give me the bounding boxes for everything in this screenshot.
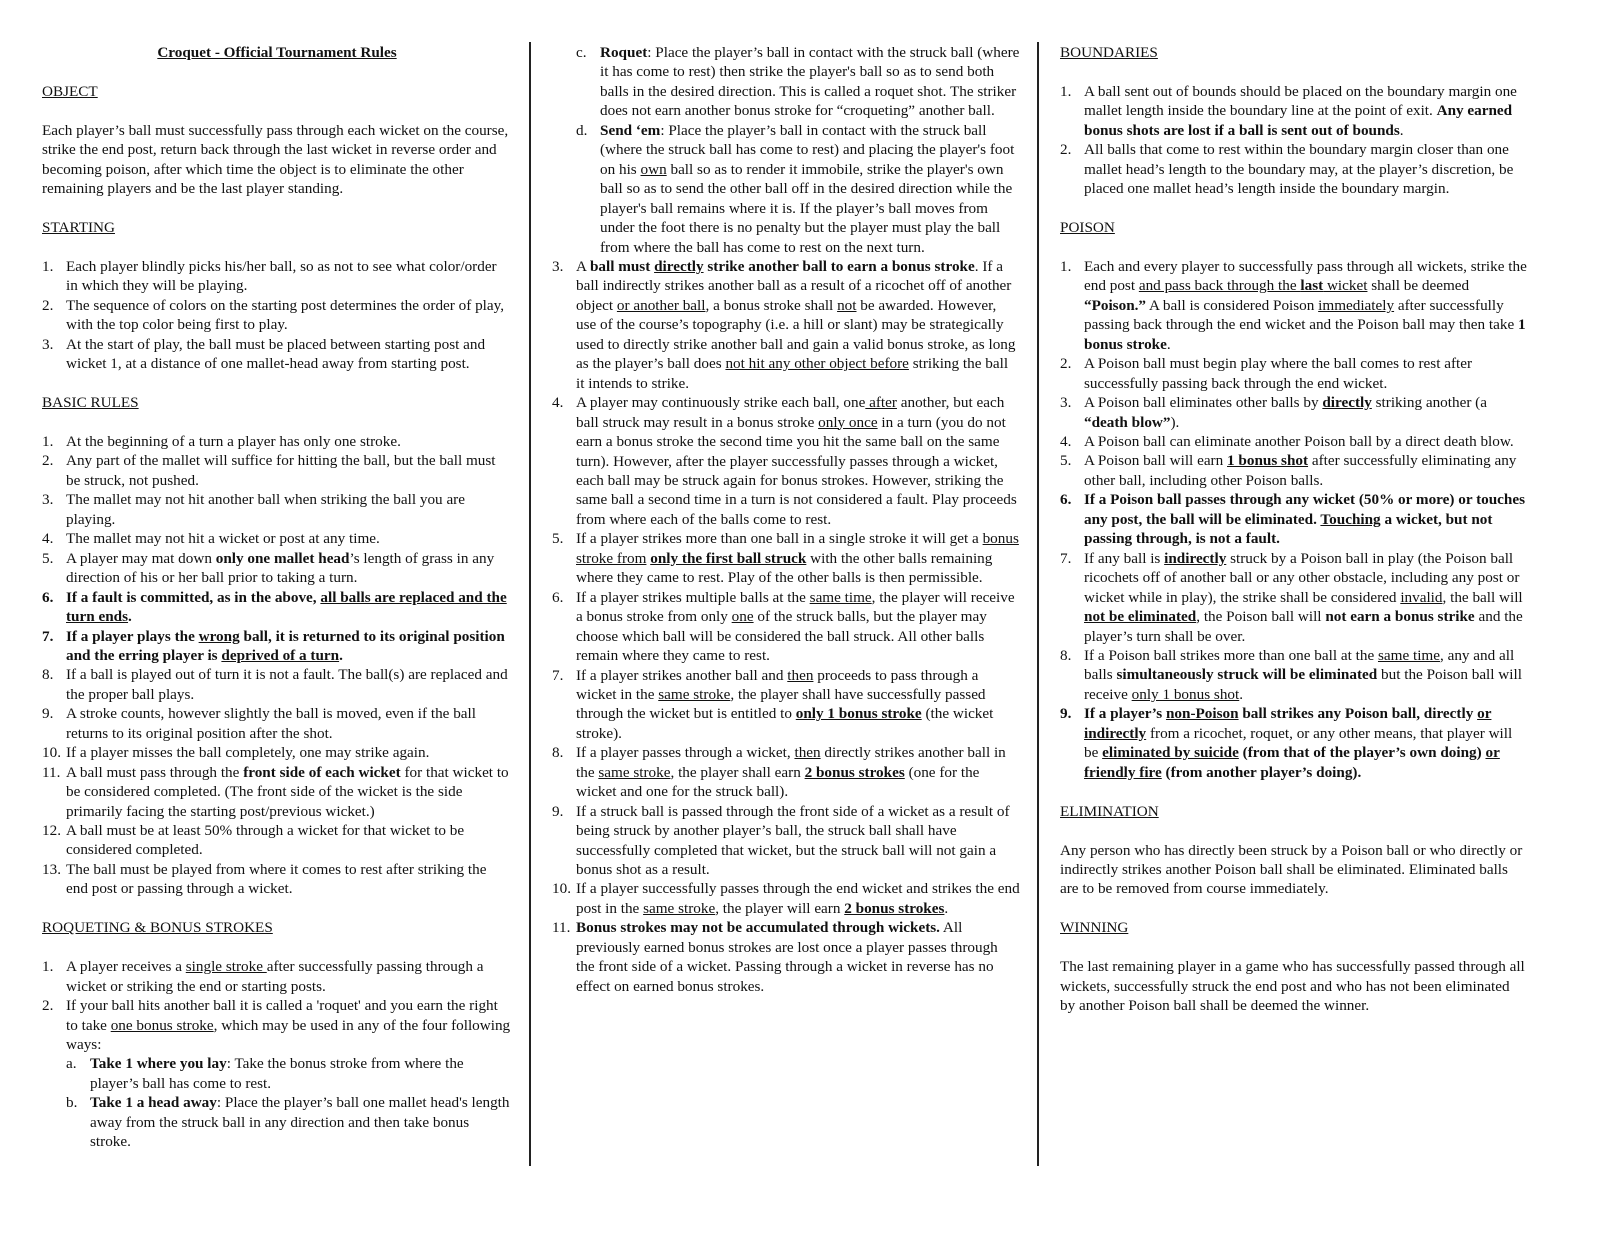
list-item-text <box>66 860 512 899</box>
section-heading-elimination: ELIMINATION <box>1060 802 1159 820</box>
text-run: after successfully passing through a wicket or striking the end or starting posts. <box>66 958 484 995</box>
text-run: wicket <box>1323 277 1368 295</box>
text-run: A ball sent out of bounds should be placed on the boundary margin one mallet length inside the boundary line at the point of exit. <box>1084 82 1517 120</box>
text-run: All balls that come to rest within the boundary margin closer than one mallet head’s length to the boundary may, at the player’s discretion, be placed one mallet head’s length inside the boundary margin. <box>1084 141 1514 198</box>
text-run: not hit any other object before <box>725 355 909 373</box>
list-item-number: d. <box>576 121 588 139</box>
list-item-number: 4. <box>552 394 564 412</box>
list-item <box>576 121 1020 257</box>
text-run: single stroke <box>185 958 267 976</box>
list-item <box>1060 354 1527 393</box>
text-run: All previously earned bonus strokes are lost once a player passes through the front side of a wicket. Passing through a wicket in reverse has no effect on earned bonus strokes. <box>576 919 998 995</box>
section-heading-boundaries: BOUNDARIES <box>1060 44 1158 61</box>
text-run: : Place the player’s ball one mallet head's length away from the struck ball in any direction and then take bonus stroke. <box>90 1094 510 1151</box>
text-run: , which may be used in any of the four following ways: <box>66 1016 511 1053</box>
list-item <box>42 704 512 743</box>
list-item <box>42 432 512 451</box>
text-run: bonus stroke from <box>576 530 1019 567</box>
text-run: directly strikes another ball in the <box>576 744 1006 781</box>
text-run: Each player’s ball must successfully pass through each wicket on the course, strike the end post, return back through the last wicket in reverse order and becoming poison, after which time the object is to eliminate the other remaining players and be the last player standing. <box>42 121 509 198</box>
list-item <box>1060 82 1527 140</box>
text-run: Send ‘em <box>600 121 661 139</box>
list-item <box>42 743 512 762</box>
section-heading-starting: STARTING <box>42 219 115 237</box>
text-run: (from that of the player’s own doing) <box>1238 744 1486 762</box>
list-item <box>42 451 512 490</box>
list-item-number: 11. <box>552 919 571 937</box>
list-item-text <box>576 802 1020 880</box>
list-item-number: 2. <box>42 296 54 314</box>
list-item <box>42 549 512 588</box>
text-run: Any person who has directly been struck by a Poison ball or who directly or indirectly strikes another Poison ball shall be eliminated. Eliminated balls are to be removed from course immediately. <box>1060 841 1523 898</box>
text-run: eliminated by suicide <box>1102 744 1239 762</box>
text-run: invalid <box>1400 588 1443 606</box>
list-item-number: 5. <box>1060 452 1072 470</box>
text-run: a wicket, but not passing through, is not a fault. <box>1084 510 1493 548</box>
text-run: If a ball is played out of turn it is not a fault. The ball(s) are replaced and the proper ball plays. <box>66 666 508 703</box>
text-run: : Place the player’s ball in contact with the struck ball (where the struck ball has come to rest) and placing the player's foot on his <box>600 121 1015 178</box>
list-item-number: 1. <box>1060 82 1072 100</box>
list-item <box>552 588 1020 666</box>
text-run: (the wicket stroke). <box>576 705 994 742</box>
text-run: The ball must be played from where it comes to rest after striking the end post or passing through a wicket. <box>66 860 487 898</box>
text-run: “death blow” <box>1084 413 1171 431</box>
list-item-text <box>66 665 512 704</box>
column-right <box>1060 43 1527 1035</box>
list-item <box>1060 646 1527 704</box>
list-item <box>1060 549 1527 646</box>
list-item-number: 3. <box>42 491 54 509</box>
text-run: A Poison ball can eliminate another Poison ball by a direct death blow. <box>1084 433 1514 451</box>
list-item <box>42 821 512 860</box>
text-run: If a fault is committed, as in the above, <box>66 588 321 606</box>
text-run: If a player passes through a wicket, <box>576 744 795 762</box>
rule-list-roqueting-bonus-strokes <box>42 957 512 1152</box>
list-item <box>1060 451 1527 490</box>
rule-list-poison <box>1060 257 1527 782</box>
section-heading-poison: POISON <box>1060 219 1115 237</box>
column-left <box>42 43 512 1171</box>
text-run: and the player’s turn shall be over. <box>1084 608 1523 645</box>
text-run: A player receives a <box>66 958 186 976</box>
text-run: 2 bonus strokes <box>844 899 945 917</box>
text-run: At the beginning of a turn a player has only one stroke. <box>66 432 401 450</box>
rule-list-roqueting-bonus-strokes-continued <box>552 43 1020 996</box>
list-item-text <box>66 549 512 588</box>
list-item <box>552 918 1020 996</box>
list-item-text <box>66 451 512 490</box>
text-run: then <box>794 744 821 762</box>
section-heading-basic-rules: BASIC RULES <box>42 394 139 412</box>
text-run: only one mallet head <box>215 549 350 567</box>
list-item <box>42 627 512 666</box>
text-run: (from another player’s doing). <box>1161 763 1362 781</box>
list-item <box>1060 490 1527 548</box>
list-item-text <box>66 432 512 451</box>
list-item-number: 3. <box>1060 394 1072 412</box>
list-item-number: 6. <box>42 588 54 606</box>
text-run: A player may mat down <box>66 549 216 567</box>
list-item <box>42 665 512 704</box>
text-run: , the player will earn <box>715 899 845 917</box>
text-run: with the other balls remaining where they came to rest. Play of the other balls is then permissible. <box>576 549 993 587</box>
section-heading-roqueting-bonus-strokes: ROQUETING & BONUS STROKES <box>42 919 273 937</box>
text-run: Any part of the mallet will suffice for hitting the ball, but the ball must be struck, not pushed. <box>66 452 496 489</box>
text-run: then <box>787 666 814 684</box>
text-run: If a struck ball is passed through the front side of a wicket as a result of being struck by another player’s ball, the struck ball shall have successfully completed that wicket, but the struck ball will not gain a bonus shot as a result. <box>576 802 1010 879</box>
text-run: directly <box>1322 394 1372 412</box>
list-item-number: 2. <box>1060 355 1072 373</box>
text-run: directly <box>654 257 704 275</box>
text-run: ball must <box>589 257 655 275</box>
list-item <box>42 490 512 529</box>
list-item-text <box>576 879 1020 918</box>
text-run: A <box>576 257 590 275</box>
list-item-text <box>66 529 512 548</box>
text-run: ball, it is returned to its original position and the erring player is <box>66 627 505 664</box>
list-item <box>1060 393 1527 432</box>
text-run: If your ball hits another ball it is called a 'roquet' and you earn the right to take <box>66 997 498 1034</box>
text-run: 1 bonus shot <box>1227 452 1309 470</box>
list-item-number: 4. <box>1060 433 1072 451</box>
list-item-number: 9. <box>42 705 54 723</box>
text-run: shall be deemed <box>1367 277 1470 295</box>
list-item <box>42 588 512 627</box>
text-run: A ball must pass through the <box>66 763 244 781</box>
text-run: after successfully eliminating any other ball, including other Poison balls. <box>1084 452 1517 489</box>
list-item <box>1060 432 1527 451</box>
document-title <box>42 43 512 62</box>
list-item-number: 1. <box>1060 257 1072 275</box>
text-run: If a player plays the <box>66 627 199 645</box>
text-run: . <box>339 646 343 664</box>
list-item-number: 7. <box>552 666 564 684</box>
list-item-number: 13. <box>42 860 61 878</box>
text-run: be awarded. However, use of the course’s topography (i.e. a hill or slant) may be strategically used to directly strike another ball and gain a valid bonus stroke, as long as the player’s ball does <box>576 296 1016 373</box>
text-run: last <box>1300 277 1324 295</box>
text-run: same time <box>1377 647 1440 664</box>
text-run: , any and all balls <box>1084 647 1515 684</box>
list-item-number: 10. <box>552 880 571 898</box>
text-run: or another ball <box>616 296 706 314</box>
rule-list-basic-rules <box>42 432 512 899</box>
column-divider <box>1037 42 1039 1166</box>
text-run: . <box>944 899 949 917</box>
text-run: for that wicket to be considered completed. (The front side of the wicket is the side primarily facing the starting post/previous wicket.) <box>66 763 509 820</box>
list-item <box>42 335 512 374</box>
list-item <box>1060 257 1527 354</box>
text-run: The sequence of colors on the starting post determines the order of play, with the top color being first to play. <box>66 296 505 334</box>
text-run: , the player shall have successfully passed through the wicket but is entitled to <box>576 685 986 723</box>
text-run: one <box>731 608 754 626</box>
text-run: ball so as to render it immobile, strike the player's own ball so as to send the other ball off in the desired direction while the player's ball remains where it is. If the player’s ball moves from under the foot there is no penalty but the player must play the ball from where the ball has come to rest on the next turn. <box>600 160 1013 256</box>
text-run: : Take the bonus stroke from where the player’s ball has come to rest. <box>90 1055 464 1092</box>
text-run: , the player will receive a bonus stroke from only <box>576 588 1015 626</box>
text-run: after successfully passing back through the end wicket and the Poison ball may then take <box>1084 296 1519 334</box>
list-item-text <box>600 121 1020 257</box>
list-item-number: c. <box>576 44 587 61</box>
text-run: ’s length of grass in any direction of his or her ball prior to taking a turn. <box>66 549 495 587</box>
list-item-text <box>66 704 512 743</box>
list-item-text <box>1084 549 1527 646</box>
text-run: not <box>837 296 857 314</box>
paragraph-winning <box>1060 957 1527 1015</box>
list-item-text <box>90 1093 512 1151</box>
list-item <box>552 257 1020 393</box>
list-item-number: 6. <box>552 588 564 606</box>
list-item-number: 8. <box>1060 647 1072 664</box>
list-item-text <box>66 957 512 996</box>
text-run: If a player misses the ball completely, one may strike again. <box>66 744 430 762</box>
text-run: . <box>128 608 132 626</box>
text-run: The mallet may not hit another ball when striking the ball you are playing. <box>66 491 465 528</box>
text-run: A Poison ball will earn <box>1084 452 1228 470</box>
list-item-number: 7. <box>42 627 54 645</box>
text-run: same time <box>809 588 872 606</box>
list-item-number: a. <box>66 1055 77 1073</box>
list-item-text <box>600 43 1020 121</box>
text-run: Each and every player to successfully pass through all wickets, strike the end post <box>1084 257 1527 295</box>
list-item <box>552 666 1020 744</box>
list-item-number: 9. <box>1060 705 1072 723</box>
list-item <box>552 529 1020 587</box>
list-item-text <box>576 257 1020 393</box>
list-item-text <box>1084 704 1527 782</box>
list-item-text <box>576 743 1020 801</box>
list-item-text <box>66 996 512 1054</box>
list-item-number: b. <box>66 1094 78 1112</box>
text-run: At the start of play, the ball must be placed between starting post and wicket 1, at a distance of one mallet-head away from starting post. <box>66 335 486 373</box>
list-item <box>66 1093 512 1151</box>
list-item <box>42 763 512 821</box>
text-run: ball strikes any Poison ball, directly <box>1238 705 1478 723</box>
text-run: strike another ball to earn a bonus stroke <box>703 257 975 275</box>
text-run: If a player strikes another ball and <box>576 666 788 684</box>
list-item <box>42 529 512 548</box>
text-run: A player may continuously strike each ball, one <box>576 394 866 412</box>
text-run: A ball is considered Poison <box>1146 296 1319 314</box>
text-run: (one for the wicket and one for the struck ball). <box>576 763 980 801</box>
list-item-text <box>1084 490 1527 548</box>
list-item-text <box>576 393 1020 529</box>
text-run: non-Poison <box>1165 705 1239 723</box>
paragraph-object <box>42 121 512 199</box>
list-item-text <box>1084 451 1527 490</box>
text-run: wrong <box>198 627 240 645</box>
text-run: If any ball is <box>1084 549 1165 567</box>
text-run: Any earned bonus shots are lost if a ball is sent out of bounds <box>1084 102 1513 139</box>
list-item-number: 4. <box>42 530 54 548</box>
text-run: If a player strikes multiple balls at the <box>576 588 810 606</box>
text-run: all balls are replaced and the turn ends <box>66 588 507 626</box>
text-run: Bonus strokes may not be accumulated through wickets. <box>576 919 940 937</box>
list-item-text <box>66 588 512 627</box>
list-item-text <box>66 296 512 335</box>
list-item-number: 1. <box>42 257 54 275</box>
list-item-number: 3. <box>42 335 54 353</box>
list-item-text <box>576 588 1020 666</box>
list-item-text <box>1084 82 1527 140</box>
text-run: only once <box>818 413 878 431</box>
text-run: Croquet - Official Tournament Rules <box>157 44 397 61</box>
text-run: not earn a bonus strike <box>1325 608 1475 626</box>
list-item-number: 12. <box>42 822 61 840</box>
list-item-number: 3. <box>552 257 564 275</box>
list-item-number: 10. <box>42 744 61 762</box>
column-divider <box>529 42 531 1166</box>
text-run: If a player’s <box>1084 705 1166 723</box>
list-item-text <box>66 743 512 762</box>
list-item-text <box>66 763 512 821</box>
list-item-number: 8. <box>42 666 54 684</box>
paragraph-elimination <box>1060 841 1527 899</box>
list-item-text <box>1084 646 1527 704</box>
text-run: A ball must be at least 50% through a wicket for that wicket to be considered completed. <box>66 822 465 859</box>
text-run: . <box>1239 685 1244 703</box>
list-item <box>42 257 512 296</box>
text-run: own <box>640 160 667 178</box>
text-run: front side of each wicket <box>243 763 401 781</box>
text-run: , a bonus stroke shall <box>705 296 838 314</box>
list-item-text <box>1084 140 1527 198</box>
text-run: If a player successfully passes through the end wicket and strikes the end post in the <box>576 880 1020 917</box>
text-run: , the Poison ball will <box>1196 608 1326 626</box>
section-heading-winning: WINNING <box>1060 919 1129 937</box>
list-item-text <box>66 335 512 374</box>
text-run: striking the ball it intends to strike. <box>576 355 1009 392</box>
list-item-number: 6. <box>1060 491 1072 509</box>
text-run: If a Poison ball strikes more than one ball at the <box>1084 647 1378 664</box>
list-item <box>42 296 512 335</box>
text-run: another, but each ball struck may result in a bonus stroke <box>576 394 1005 431</box>
list-item-text <box>1084 432 1527 451</box>
text-run: or indirectly <box>1084 705 1492 742</box>
list-item-text <box>576 666 1020 744</box>
text-run: of the struck balls, but the player may choose which ball will be considered the ball struck. All other balls remain where they came to rest. <box>576 608 987 665</box>
text-run: ). <box>1170 413 1180 431</box>
list-item-number: 7. <box>1060 549 1072 567</box>
rule-list-starting <box>42 257 512 374</box>
list-item-text <box>66 257 512 296</box>
list-item <box>1060 704 1527 782</box>
list-item-number: 5. <box>42 549 54 567</box>
list-item-text <box>1084 257 1527 354</box>
text-run: in a turn (you do not earn a bonus stroke the second time you hit the same ball on the same turn). However, after the player successfully passes through a wicket, each ball may be struck again for bonus strokes. However, striking the same ball a second time in a turn is not considered a fault. Play proceeds from where each of the balls come to rest. <box>576 413 1017 528</box>
list-item-text <box>576 529 1020 587</box>
text-run: . If a ball indirectly strikes another ball as a result of a ricochet off of another object <box>576 257 1012 314</box>
list-item <box>66 1054 512 1093</box>
text-run: deprived of a turn <box>221 646 340 664</box>
text-run: same stroke <box>598 763 671 781</box>
text-run: struck by a Poison ball in play (the Poison ball ricochets off of another ball or any other obstacle, including any post or wicket while in play), the strike shall be considered <box>1084 549 1520 606</box>
list-item <box>1060 140 1527 198</box>
text-run: but the Poison ball will receive <box>1084 666 1522 703</box>
text-run: only the first ball struck <box>650 549 807 567</box>
text-run: A stroke counts, however slightly the ball is moved, even if the ball returns to its original position after the shot. <box>66 705 476 742</box>
text-run: Roquet <box>600 44 648 61</box>
text-run: same stroke <box>643 899 716 917</box>
list-item-text <box>66 627 512 666</box>
text-run: immediately <box>1318 296 1395 314</box>
text-run: . <box>1399 121 1404 139</box>
rule-list-boundaries <box>1060 82 1527 199</box>
list-item-text <box>90 1054 512 1093</box>
list-item-text <box>1084 354 1527 393</box>
list-item-text <box>576 918 1020 996</box>
list-item <box>552 743 1020 801</box>
list-item <box>42 860 512 899</box>
list-item-number: 2. <box>42 997 54 1015</box>
text-run: . <box>1166 335 1171 353</box>
list-item-number: 1. <box>42 432 54 450</box>
text-run: not be eliminated <box>1084 608 1197 626</box>
text-run: , the player shall earn <box>670 763 805 781</box>
list-item <box>552 393 1020 529</box>
list-item-number: 2. <box>42 452 54 470</box>
column-middle <box>552 43 1020 1016</box>
list-item-text <box>66 490 512 529</box>
text-run: from a ricochet, roquet, or any other means, that player will be <box>1084 724 1513 762</box>
text-run: Touching <box>1320 510 1381 528</box>
text-run: The last remaining player in a game who has successfully passed through all wickets, successfully struck the end post and who has not been eliminated by another Poison ball shall be deemed the winner. <box>1060 958 1525 1015</box>
text-run: simultaneously struck will be eliminated <box>1116 666 1378 684</box>
text-run: 1 bonus stroke <box>1084 316 1526 353</box>
text-run: indirectly <box>1164 549 1227 567</box>
text-run: after <box>865 394 897 412</box>
text-run: proceeds to pass through a wicket in the <box>576 666 979 703</box>
text-run: Each player blindly picks his/her ball, so as not to see what color/order in which they will be playing. <box>66 257 497 295</box>
list-item-number: 1. <box>42 958 54 976</box>
text-run: A Poison ball eliminates other balls by <box>1084 394 1323 412</box>
list-item-number: 8. <box>552 744 564 762</box>
list-item-number: 2. <box>1060 141 1072 159</box>
text-run: , the ball will <box>1442 588 1523 606</box>
list-item <box>552 879 1020 918</box>
list-item <box>576 43 1020 121</box>
text-run: Take 1 a head away <box>90 1094 217 1112</box>
list-item <box>42 996 512 1054</box>
list-item-number: 11. <box>42 763 61 781</box>
text-run: one bonus stroke <box>110 1016 214 1034</box>
list-item-number: 5. <box>552 530 564 548</box>
text-run: “Poison.” <box>1084 296 1147 314</box>
text-run: A Poison ball must begin play where the ball comes to rest after successfully passing back through the end wicket. <box>1084 355 1473 392</box>
section-heading-object: OBJECT <box>42 82 98 100</box>
text-run: only 1 bonus stroke <box>795 705 922 723</box>
list-item-number: 9. <box>552 802 564 820</box>
text-run: Take 1 where you lay <box>90 1055 227 1073</box>
list-item-text <box>66 821 512 860</box>
text-run: : Place the player’s ball in contact with the struck ball (where it has come to rest) then strike the player's ball so as to send both balls in the desired direction. This is called a roquet shot. The striker does not earn another bonus stroke for “croqueting” another ball. <box>600 44 1020 120</box>
text-run: only 1 bonus shot <box>1131 685 1240 703</box>
text-run: If a Poison ball passes through any wicket (50% or more) or touches any post, the ball will be eliminated. <box>1084 491 1526 528</box>
text-run: 2 bonus strokes <box>804 763 905 781</box>
list-item <box>552 802 1020 880</box>
text-run: and pass back through the <box>1138 277 1301 295</box>
text-run: same stroke <box>658 685 731 703</box>
list-item-text <box>1084 393 1527 432</box>
text-run: If a player strikes more than one ball in a single stroke it will get a <box>576 530 983 548</box>
text-run: The mallet may not hit a wicket or post at any time. <box>66 530 380 548</box>
text-run: striking another (a <box>1371 394 1487 412</box>
text-run: or friendly fire <box>1084 744 1500 781</box>
list-item <box>42 957 512 996</box>
